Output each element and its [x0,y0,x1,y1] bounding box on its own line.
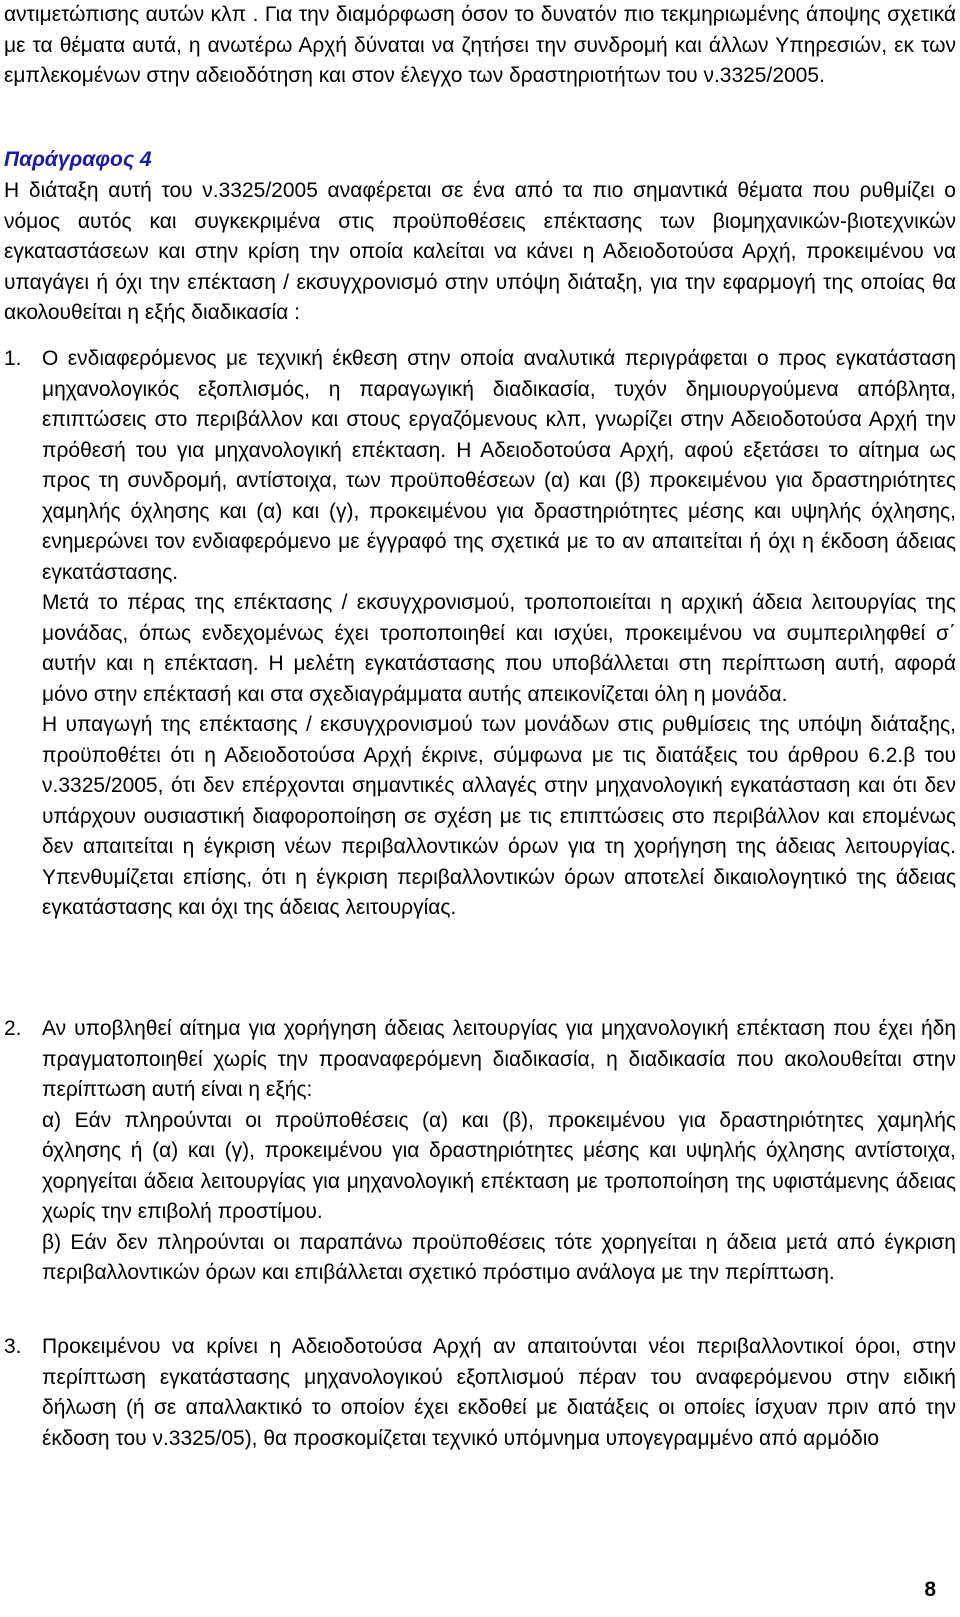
list-item-3 [4,1332,956,1454]
list-item-number: 3. [4,1335,22,1358]
list-item-paragraph: Μετά το πέρας της επέκτασης / εκσυγχρονισμού, τροποποιείται η αρχική άδεια λειτουργίας της μονάδας, όπως ενδεχομένως έχει τροποποιηθεί και ισχύει, προκειμένου να συμπεριληφθεί σ΄ αυτήν και η επέκταση. Η μελέτη εγκατάστασης που υποβάλλεται στη περίπτωση αυτή, αφορά μόνο στην επέκτασή και στα σχεδιαγράμματα αυτής απεικονίζεται όλη η μονάδα. [42,591,956,706]
list-item-number: 2. [4,1017,22,1040]
list-item-1 [4,344,956,924]
list-item-number: 1. [4,347,22,370]
section-heading: Παράγραφος 4 [4,148,152,171]
list-item-paragraph: Ο ενδιαφερόμενος με τεχνική έκθεση στην οποία αναλυτικά περιγράφεται ο προς εγκατάσταση μηχανολογικός εξοπλισμός, η παραγωγική διαδικασία, τυχόν δημιουργούμενα απόβλητα, επιπτώσεις στο περιβάλλον και στους εργαζόμενους κλπ, γνωρίζει στην Αδειοδοτούσα Αρχή την πρόθεσή του για μηχανολογική επέκταση. Η Αδειοδοτούσα Αρχή, αφού εξετάσει το αίτημα ως προς τη συνδρομή, αντίστοιχα, των προϋποθέσεων (α) και (β) προκειμένου για δραστηριότητες χαμηλής όχλησης και (α) και (γ), προκειμένου για δραστηριότητες μέσης και υψηλής όχλησης, ενημερώνει τον ενδιαφερόμενο με έγγραφό της σχετικά με το αν απαιτείται ή όχι η έκδοση άδειας εγκατάστασης. [42,347,956,584]
intro-paragraph: αντιμετώπισης αυτών κλπ . Για την διαμόρφωση όσον το δυνατόν πιο τεκμηριωμένης άποψης σχετικά με τα θέματα αυτά, η ανωτέρω Αρχή δύναται να ζητήσει την συνδρομή και άλλων Υπηρεσιών, εκ των εμπλεκομένων στην αδειοδότηση και στον έλεγχο των δραστηριοτήτων του ν.3325/2005. [4,3,956,87]
list-item-paragraph: β) Εάν δεν πληρούνται οι παραπάνω προϋποθέσεις τότε χορηγείται η άδεια μετά από έγκριση περιβαλλοντικών όρων και επιβάλλεται σχετικό πρόστιμο ανάλογα με την περίπτωση. [42,1230,956,1284]
list-item-paragraph: Αν υποβληθεί αίτημα για χορήγηση άδειας λειτουργίας για μηχανολογική επέκταση που έχει ήδη πραγματοποιηθεί χωρίς την προαναφερόμενη διαδικασία, η διαδικασία που ακολουθείται στην περίπτωση αυτή είναι η εξής: [42,1017,956,1101]
page-number: 8 [924,1578,936,1601]
list-item-paragraph: α) Εάν πληρούνται οι προϋποθέσεις (α) και (β), προκειμένου για δραστηριότητες χαμηλής όχλησης ή (α) και (γ), προκειμένου για δραστηριότητες μέσης και υψηλής όχλησης αντίστοιχα, χορηγείται άδεια λειτουργίας για μηχανολογική επέκταση με τροποποίηση της υφιστάμενης άδειας χωρίς την επιβολή προστίμου. [42,1108,956,1223]
list-item-2 [4,1014,956,1289]
paragraph-4-text: Η διάταξη αυτή του ν.3325/2005 αναφέρεται σε ένα από τα πιο σημαντικά θέματα που ρυθμίζει ο νόμος αυτός και συγκεκριμένα στις προϋποθέσεις επέκτασης των βιομηχανικών-βιοτεχνικών εγκαταστάσεων και στην κρίση την οποία καλείται να κάνει η Αδειοδοτούσα Αρχή, προκειμένου να υπαγάγει ή όχι την επέκταση / εκσυγχρονισμό στην υπόψη διάταξη, για την εφαρμογή της οποίας θα ακολουθείται η εξής διαδικασία : [4,179,956,324]
list-item-paragraph: Προκειμένου να κρίνει η Αδειοδοτούσα Αρχή αν απαιτούνται νέοι περιβαλλοντικοί όροι, στην περίπτωση εγκατάστασης μηχανολογικού εξοπλισμού πέραν του αναφερόμενου στην ειδική δήλωση (ή σε απαλλακτικό το οποίον έχει εκδοθεί με διατάξεις οι οποίες ίσχυαν πριν από την έκδοση του ν.3325/05), θα προσκομίζεται τεχνικό υπόμνημα υπογεγραμμένο από αρμόδιο [42,1335,956,1450]
list-item-paragraph: Η υπαγωγή της επέκτασης / εκσυγχρονισμού των μονάδων στις ρυθμίσεις της υπόψη διάταξης, προϋποθέτει ότι η Αδειοδοτούσα Αρχή έκρινε, σύμφωνα με τις διατάξεις του άρθρου 6.2.β του ν.3325/2005, ότι δεν επέρχονται σημαντικές αλλαγές στην μηχανολογική εγκατάσταση και ότι δεν υπάρχουν ουσιαστική διαφοροποίηση σε σχέση με τις επιπτώσεις στο περιβάλλον και επομένως δεν απαιτείται η έγκριση νέων περιβαλλοντικών όρων για τη χορήγηση της άδειας λειτουργίας. Υπενθυμίζεται επίσης, ότι η έγκριση περιβαλλοντικών όρων αποτελεί δικαιολογητικό της άδειας εγκατάστασης και όχι της άδειας λειτουργίας. [42,713,956,919]
